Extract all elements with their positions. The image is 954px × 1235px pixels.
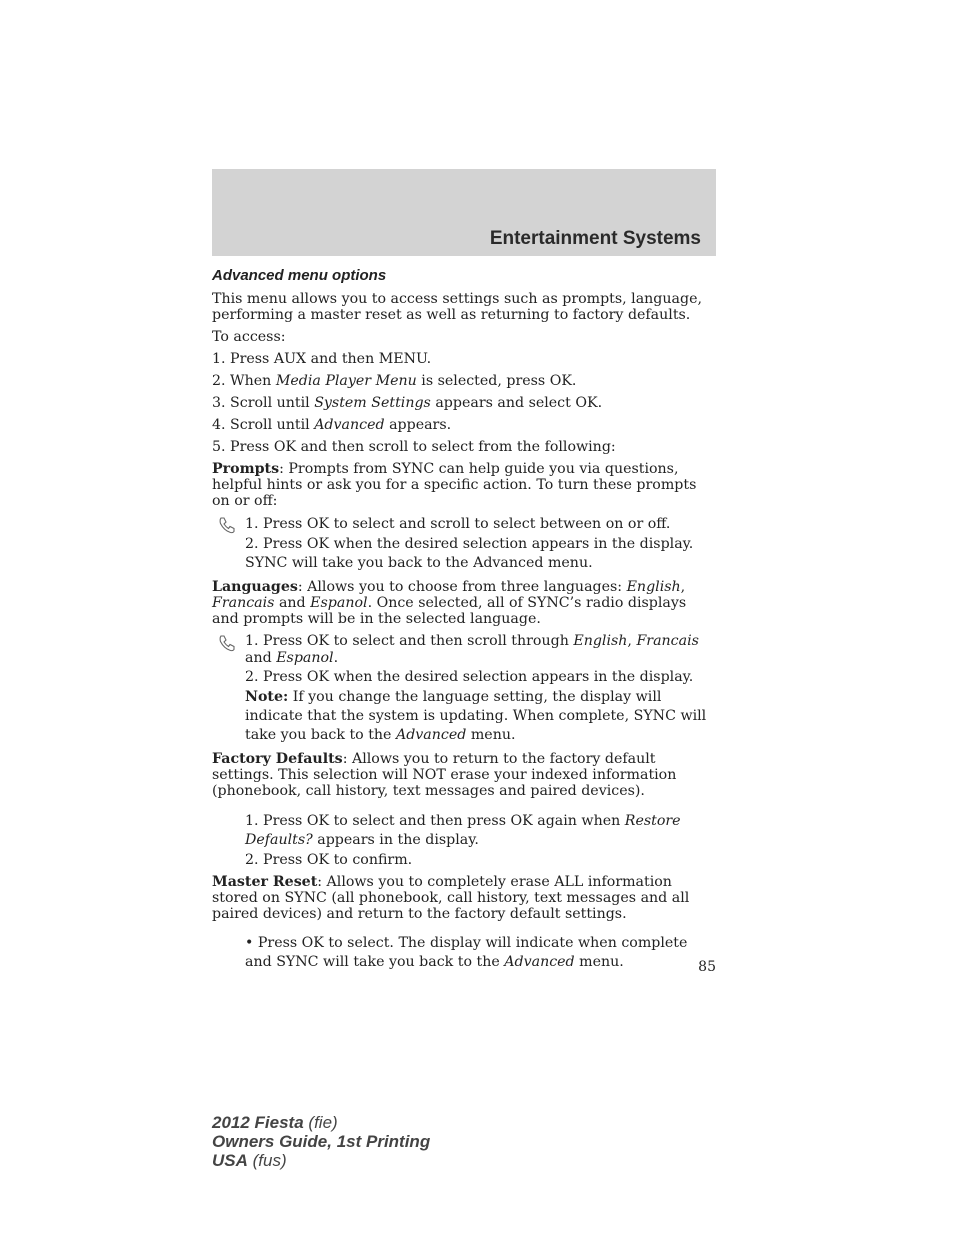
languages-step-2: 2. Press OK when the desired selection appears in the display. [245,669,694,685]
voice-command-icon [218,634,236,652]
page-number: 85 [698,959,716,975]
footer-line-1: 2012 Fiesta (fie) [212,1113,338,1132]
languages-step-1: 1. Press OK to select and then scroll through English, Francais and Espanol. [212,633,716,667]
intro-paragraph: This menu allows you to access settings such as prompts, language, performing a master reset as well as returning to factory defaults. [212,291,702,323]
footer-line-3: USA (fus) [212,1151,287,1170]
factory-step-2: 2. Press OK to confirm. [245,852,413,868]
access-label: To access: [212,329,286,345]
factory-step-1: 1. Press OK to select and then press OK again when Restore Defaults? appears in the display. [245,813,681,848]
footer-edition-info [212,1113,430,1170]
step-4: 4. Scroll until Advanced appears. [212,417,452,433]
step-5: 5. Press OK and then scroll to select from the following: [212,439,616,455]
master-reset-bullet: • Press OK to select. The display will indicate when complete and SYNC will take you back to the Advanced menu. [245,935,688,970]
prompts-step-1: 1. Press OK to select and scroll to select between on or off. [212,515,716,534]
page-content [212,266,716,978]
voice-command-icon [218,516,236,534]
step-2: 2. When Media Player Menu is selected, press OK. [212,373,577,389]
languages-note: Note: If you change the language setting, the display will indicate that the system is updating. When complete, SYNC will take you back to the Advanced menu. [245,689,707,743]
chapter-title: Entertainment Systems [489,228,701,249]
section-title: Advanced menu options [212,267,387,284]
step-1: 1. Press AUX and then MENU. [212,351,432,367]
step-3: 3. Scroll until System Settings appears and select OK. [212,395,603,411]
prompts-step-2: 2. Press OK when the desired selection appears in the display. SYNC will take you back to the Advanced menu. [245,536,694,571]
prompts-paragraph: Prompts: Prompts from SYNC can help guide you via questions, helpful hints or ask you for a specific action. To turn these prompts on or off: [212,461,697,509]
factory-defaults-paragraph: Factory Defaults: Allows you to return to the factory default settings. This selection will NOT erase your indexed information (phonebook, call history, text messages and paired devices). [212,751,677,799]
section-header-band [212,169,716,256]
footer-line-2: Owners Guide, 1st Printing [212,1132,431,1151]
master-reset-paragraph: Master Reset: Allows you to completely erase ALL information stored on SYNC (all phonebook, call history, text messages and all paired devices) and return to the factory default settings. [212,874,690,922]
languages-paragraph: Languages: Allows you to choose from three languages: English, Francais and Espanol. Once selected, all of SYNC’s radio displays and prompts will be in the selected language. [212,579,687,627]
